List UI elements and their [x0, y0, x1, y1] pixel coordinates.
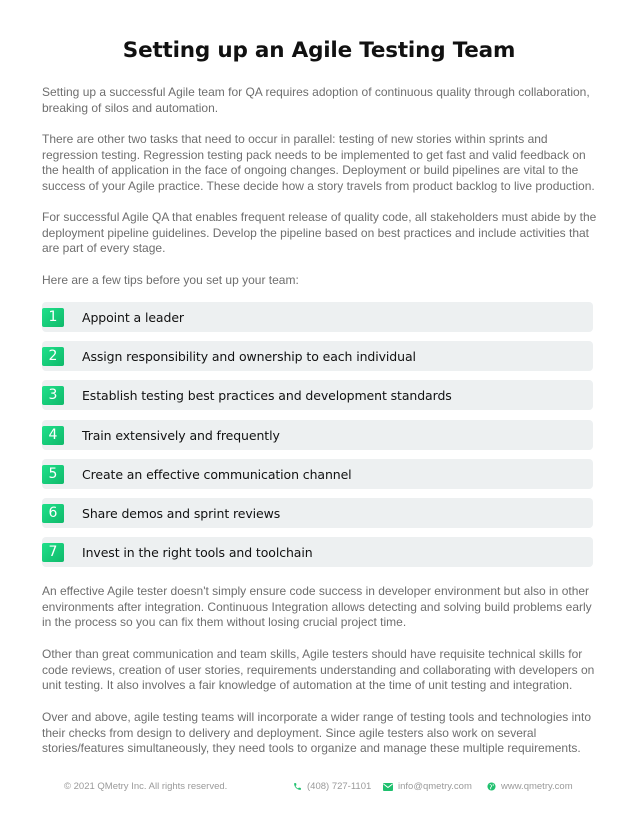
tip-item — [42, 420, 593, 450]
email-address: info@qmetry.com — [398, 781, 472, 792]
tip-text: Share demos and sprint reviews — [82, 505, 281, 521]
footer-phone[interactable] — [293, 781, 371, 792]
tools-paragraph: Over and above, agile testing teams will incorporate a wider range of testing tools and technologies into their checks from design to delivery and deployment. Since agile testers also work on several stories/features simultaneously, they need tools to organize and manage these multiple requirements. — [42, 710, 591, 755]
tip-text: Assign responsibility and ownership to each individual — [82, 349, 416, 365]
tip-number-badge: 5 — [42, 465, 64, 484]
tip-text: Invest in the right tools and toolchain — [82, 545, 313, 561]
tip-text: Create an effective communication channel — [82, 466, 352, 482]
tip-number-badge: 2 — [42, 347, 64, 366]
tip-item — [42, 380, 593, 410]
footer-website[interactable] — [487, 781, 573, 792]
envelope-icon — [383, 783, 393, 791]
tip-item — [42, 498, 593, 528]
tip-number-badge: 3 — [42, 386, 64, 405]
globe-icon — [487, 782, 496, 791]
copyright-text: © 2021 QMetry Inc. All rights reserved. — [64, 781, 228, 792]
tip-item — [42, 537, 593, 567]
tips-list — [42, 302, 593, 576]
phone-number: (408) 727-1101 — [307, 781, 372, 792]
tip-number-badge: 7 — [42, 543, 64, 562]
page-title: Setting up an Agile Testing Team — [122, 38, 516, 63]
technical-skills-paragraph: Other than great communication and team skills, Agile testers should have requisite technical skills for code reviews, creation of user stories, requirements understanding and collaborating with developers on unit testing. It also involves a fair knowledge of automation at the time of unit testing and integration. — [42, 647, 595, 692]
pipeline-paragraph: For successful Agile QA that enables frequent release of quality code, all stakeholders must abide by the deployment pipeline guidelines. Develop the pipeline based on best practices and include activities that are part of every stage. — [42, 210, 597, 255]
page-footer — [0, 781, 638, 795]
footer-email[interactable] — [383, 781, 472, 792]
parallel-tasks-paragraph: There are other two tasks that need to occur in parallel: testing of new stories within sprints and regression testing. Regression testing pack needs to be implemented to get fast and valid feedback on the health of application in the face of ongoing changes. Deployment or build pipelines are vital to the success of your Agile practice. These decide how a story travels from product backlog to live production. — [42, 132, 595, 193]
tip-text: Train extensively and frequently — [82, 427, 280, 443]
intro-paragraph: Setting up a successful Agile team for QA requires adoption of continuous quality through collaboration, breaking of silos and automation. — [42, 85, 590, 115]
tip-item — [42, 302, 593, 332]
phone-icon — [293, 782, 302, 791]
tip-number-badge: 1 — [42, 308, 64, 327]
tip-text: Establish testing best practices and development standards — [82, 388, 452, 404]
tip-item — [42, 459, 593, 489]
tip-item — [42, 341, 593, 371]
agile-tester-paragraph: An effective Agile tester doesn't simply ensure code success in developer environment but also in other environments after integration. Continuous Integration allows detecting and solving build problems early in the process so you can fix them without losing crucial project time. — [42, 584, 592, 629]
tip-text: Appoint a leader — [82, 310, 184, 325]
tips-intro-paragraph: Here are a few tips before you set up your team: — [42, 273, 299, 287]
website-url: www.qmetry.com — [501, 781, 573, 792]
tip-number-badge: 4 — [42, 426, 64, 445]
tip-number-badge: 6 — [42, 504, 64, 523]
